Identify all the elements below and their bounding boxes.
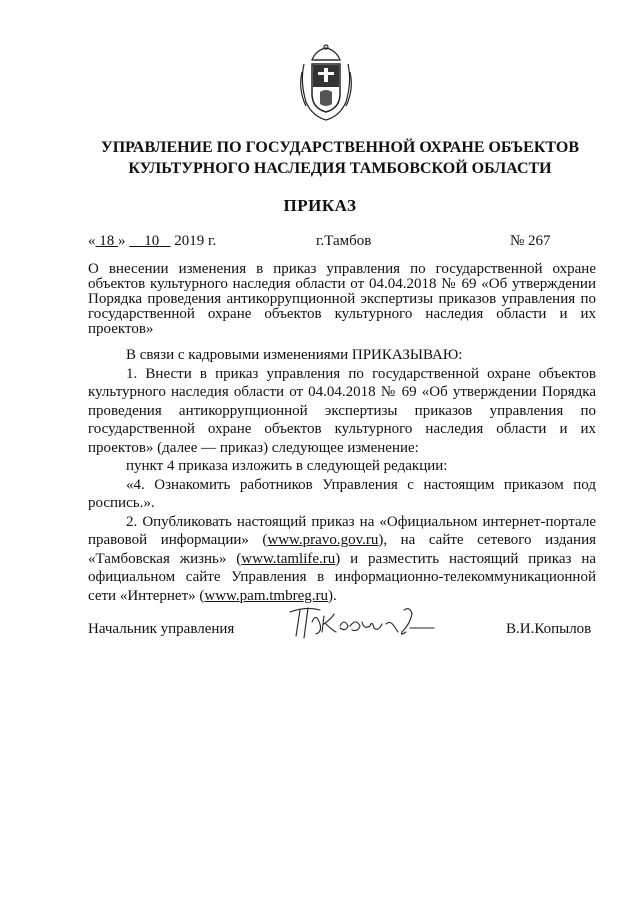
item-1-line: 1. Внести в приказ управления по государственной охране объектов	[126, 365, 596, 382]
document-title: ПРИКАЗ	[283, 196, 357, 215]
item-1-line: культурного наследия области от 04.04.2018 № 69 «Об утверждении Порядка	[88, 384, 596, 400]
tamlife-link[interactable]: www.tamlife.ru	[241, 550, 336, 567]
item-2-line: правовой информации» (www.pravo.gov.ru), на сайте сетевого издания	[88, 532, 596, 548]
handwritten-signature	[286, 602, 456, 646]
date-day: 18	[99, 233, 115, 249]
item-2-line: официальном сайте Управления в информационно-телекоммуникационной	[88, 569, 596, 585]
item-1-line: государственной охране объектов культурного наследия области и их	[88, 421, 596, 437]
item-1-line: проведения антикоррупционной экспертизы приказов управления по	[88, 402, 596, 419]
preamble: В связи с кадровыми изменениями ПРИКАЗЫВАЮ:	[126, 347, 463, 363]
subject-line: объектов культурного наследия области от 04.04.2018 № 69 «Об утверждении	[88, 276, 596, 292]
new-clause-line: роспись.».	[88, 495, 155, 511]
item-1-instruction: пункт 4 приказа изложить в следующей редакции:	[126, 458, 448, 474]
order-subject	[88, 262, 596, 337]
signatory-position: Начальник управления	[88, 621, 235, 637]
item-1-line: проектов» (далее — приказ) следующее изменение:	[88, 439, 419, 456]
order-number: № 267	[510, 233, 551, 249]
pravo-link[interactable]: www.pravo.gov.ru	[267, 532, 379, 548]
subject-line: проектов»	[88, 321, 154, 337]
new-clause-line: «4. Ознакомить работников Управления с настоящим приказом под	[126, 476, 596, 493]
subject-line: государственной охране объектов культурного наследия области и их	[88, 306, 596, 322]
item-2-line: сети «Интернет» (www.pam.tmbreg.ru).	[88, 587, 337, 604]
order-date	[88, 233, 216, 250]
date-month: 10	[144, 233, 160, 249]
order-city: г.Тамбов	[316, 233, 372, 249]
order-body	[88, 346, 596, 605]
quote-open: «	[88, 233, 96, 249]
item-2-line: 2. Опубликовать настоящий приказ на «Официальном интернет-портале	[126, 513, 596, 530]
pam-link[interactable]: www.pam.tmbreg.ru	[204, 587, 328, 604]
issuer-heading	[60, 137, 620, 179]
issuer-line-1: УПРАВЛЕНИЕ ПО ГОСУДАРСТВЕННОЙ ОХРАНЕ ОБЪЕКТОВ	[100, 139, 579, 156]
date-year: 2019 г.	[174, 233, 217, 249]
coat-of-arms-emblem	[298, 42, 354, 122]
signatory-name: В.И.Копылов	[506, 621, 592, 637]
subject-line: О внесении изменения в приказ управления по государственной охране	[88, 261, 596, 277]
issuer-line-2: КУЛЬТУРНОГО НАСЛЕДИЯ ТАМБОВСКОЙ ОБЛАСТИ	[128, 160, 552, 177]
quote-close: »	[118, 233, 126, 249]
item-2-line: «Тамбовская жизнь» (www.tamlife.ru) и разместить настоящий приказ на	[88, 550, 597, 567]
subject-line: Порядка проведения антикоррупционной экспертизы приказов управления по	[88, 291, 596, 307]
